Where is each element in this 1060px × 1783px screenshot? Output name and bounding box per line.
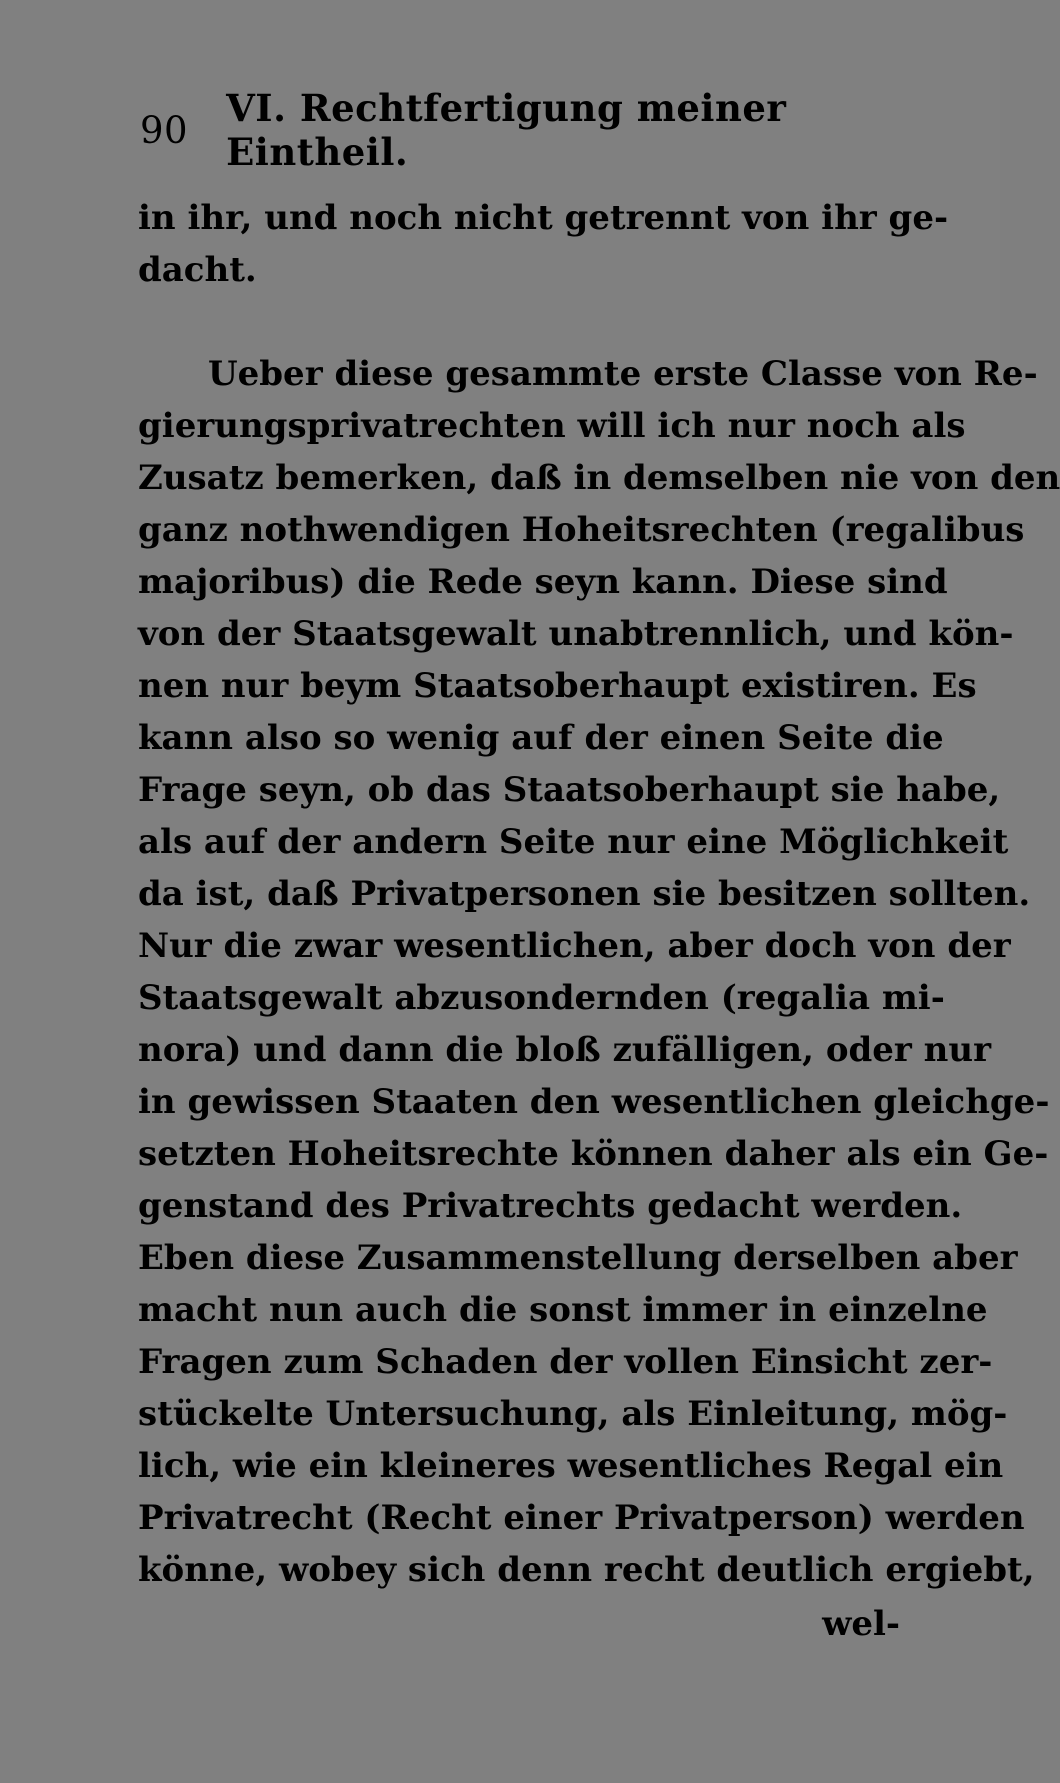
text-line: Nur die zwar wesentlichen, aber doch von der xyxy=(138,926,1011,966)
text-line: dacht. xyxy=(138,250,257,290)
text-line: als auf der andern Seite nur eine Möglichkeit xyxy=(138,822,1009,862)
text-line: Ueber diese gesammte erste Classe von Re- xyxy=(208,354,1038,394)
text-line xyxy=(138,296,908,348)
page-number: 90 xyxy=(140,108,189,152)
text-line: kann also so wenig auf der einen Seite die xyxy=(138,718,944,758)
text-line: Zusatz bemerken, daß in demselben nie von den xyxy=(138,458,1060,498)
text-line: genstand des Privatrechts gedacht werden. xyxy=(138,1186,963,1226)
body-text xyxy=(138,192,1060,1596)
text-line: Eben diese Zusammenstellung derselben aber xyxy=(138,1238,1018,1278)
text-line: von der Staatsgewalt unabtrennlich, und kön- xyxy=(138,614,1014,654)
text-line: Fragen zum Schaden der vollen Einsicht zer- xyxy=(138,1342,993,1382)
text-line: Frage seyn, ob das Staatsoberhaupt sie habe, xyxy=(138,770,1001,810)
text-line: nen nur beym Staatsoberhaupt existiren. Es xyxy=(138,666,977,706)
text-line: majoribus) die Rede seyn kann. Diese sind xyxy=(138,562,948,602)
running-title: VI. Rechtfertigung meiner Eintheil. xyxy=(226,86,787,174)
text-line: könne, wobey sich denn recht deutlich ergiebt, xyxy=(138,1550,1035,1590)
text-line: in gewissen Staaten den wesentlichen gleichge- xyxy=(138,1082,1050,1122)
text-line: stückelte Untersuchung, als Einleitung, mög- xyxy=(138,1394,1008,1434)
text-line: setzten Hoheitsrechte können daher als ein Ge- xyxy=(138,1134,1049,1174)
text-line: Staatsgewalt abzusondernden (regalia mi- xyxy=(138,978,945,1018)
page-header xyxy=(140,86,900,174)
text-line: lich, wie ein kleineres wesentliches Regal ein xyxy=(138,1446,1004,1486)
text-line: gierungsprivatrechten will ich nur noch als xyxy=(138,406,966,446)
text-line: Privatrecht (Recht einer Privatperson) werden xyxy=(138,1498,1025,1538)
text-line: nora) und dann die bloß zufälligen, oder nur xyxy=(138,1030,992,1070)
text-line: ganz nothwendigen Hoheitsrechten (regalibus xyxy=(138,510,1025,550)
text-line: macht nun auch die sonst immer in einzelne xyxy=(138,1290,988,1330)
text-line: da ist, daß Privatpersonen sie besitzen sollten. xyxy=(138,874,1031,914)
catchword: wel- xyxy=(822,1604,900,1644)
text-line: in ihr, und noch nicht getrennt von ihr ge- xyxy=(138,198,949,238)
